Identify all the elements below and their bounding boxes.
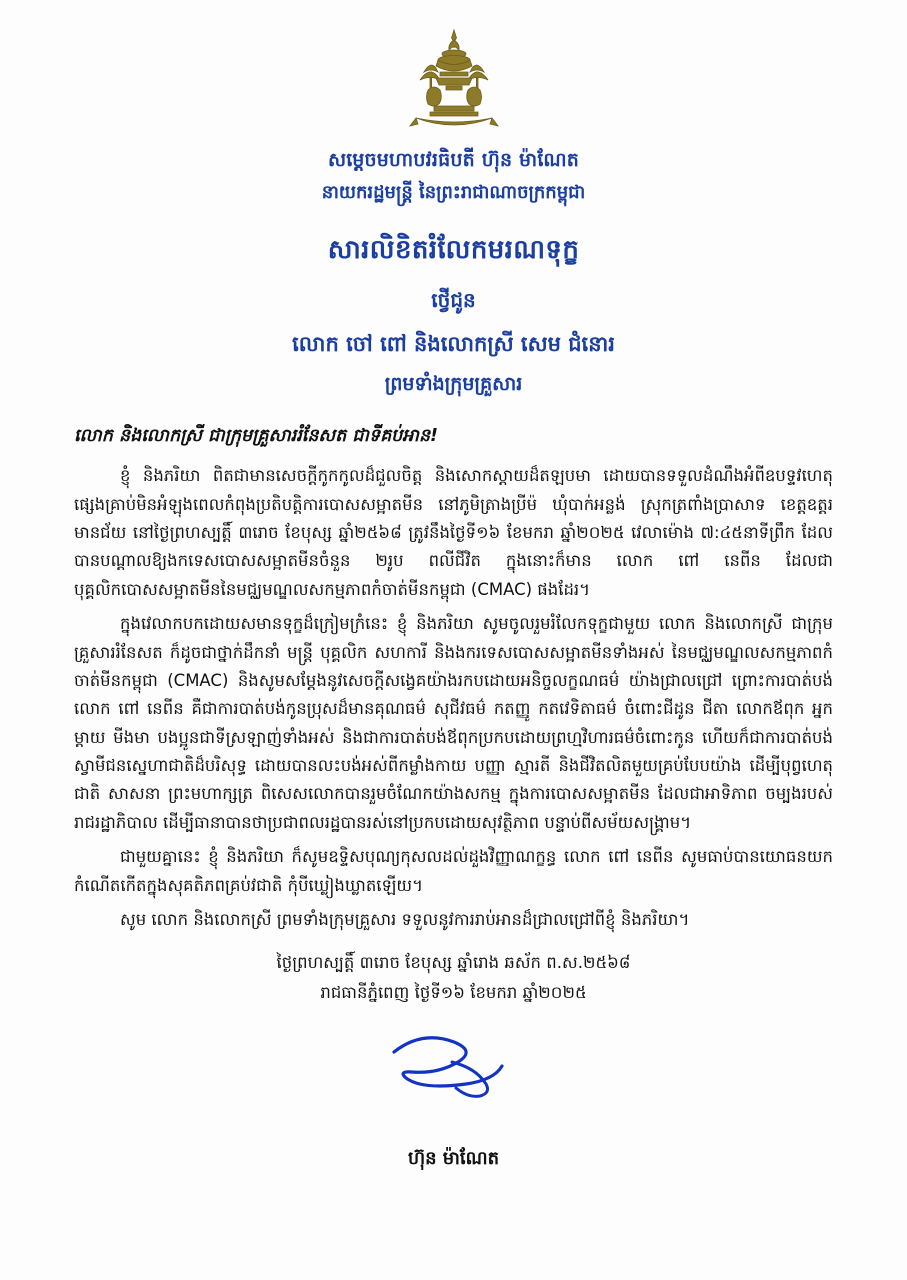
signature-area xyxy=(74,1022,833,1142)
body-paragraph-2: ក្នុងវេលាកបកដោយសមានទុក្ខដ៏ក្រៀមក្រំនេះ ខ្ញុំ និងភរិយា សូមចូលរួមរំលែកទុក្ខជាមួយ លោក និងលោកស្រី ជាក្រុមគ្រួសាររំនែសត ក៏ដូចជាថ្នាក់ដឹកនាំ មន្ត្រី បុគ្គលិក សហការី និងងករទេសបោសសម្អាតមីនទាំងអស់ នៃមជ្ឈមណ្ឌលសកម្មភាពកំចាត់មីនកម្ពុជា (CMAC) និងសូមសម្តែងនូវសេចក្តីសង្វេគយ៉ាងរកបដោយអនិច្ចលក្ខណធម៌ យ៉ាងជ្រាលជ្រៅ ព្រោះការបាត់បង់ លោក ពៅ នេពីន គឺជាការបាត់បង់កូនប្រុសដ៏មានគុណធម៌ សុជីវធម៌ កតញ្ញូ កតវេទិតាធម៌ ចំពោះជីដូន ជីតា លោកឪពុក អ្នកម្ដាយ មីងមា បងប្អូនជាទីស្រឡាញ់ទាំងអស់ និងជាការបាត់បង់ឪពុកប្រកបដោយព្រហ្មវិហារធម៌ចំពោះកូន ហើយក៏ជាការបាត់បង់ស្វាមីជនស្នេហាជាតិដ៏បរិសុទ្ធ ដោយបានលះបង់អស់ពីកម្លាំងកាយ បញ្ញា ស្មារតី និងជីវិតលិតមួយគ្រប់បែបយ៉ាង ដើម្បីបុព្វហេតុ ជាតិ សាសនា ព្រះមហាក្សត្រ ពិសេសលោកបានរួមចំណែកយ៉ាងសកម្ម ក្នុងការបោសសម្អាតមីន ដែលជាអាទិភាព ចម្បងរបស់រាជរដ្ឋាភិបាល ដើម្បីធានាបានថាប្រជាពលរដ្ឋបានរស់នៅប្រកបដោយសុវត្ថិភាព បន្ទាប់ពីសម័យសង្គ្រាម។ xyxy=(74,614,833,832)
body-paragraph-4: សូម លោក និងលោកស្រី ព្រមទាំងក្រុមគ្រួសារ ទទួលនូវការរាប់អានដ៏ជ្រាលជ្រៅពីខ្ញុំ និងភរិយា។ xyxy=(120,909,690,929)
title-recipient-family: ព្រមទាំងក្រុមគ្រួសារ xyxy=(384,373,523,396)
salutation: លោក និងលោកស្រី ជាក្រុមគ្រួសាររំនែសត ជាទីគប់អាន! xyxy=(74,426,439,447)
date-gregorian: រាជធានីភ្នំពេញ ថ្ងៃទី១៦ ខែមករា ឆ្នាំ២០២៥ xyxy=(320,983,587,1003)
date-block xyxy=(74,948,833,1007)
emblem-container xyxy=(74,28,833,138)
letterhead-line-2: នាយករដ្ឋមន្ត្រី នៃព្រះរាជាណាចក្រកម្ពុជា xyxy=(321,182,586,204)
body-paragraph-1: ខ្ញុំ និងភរិយា ពិតជាមានសេចក្តីកូកកូលដ៏ជួលចិត្ត និងសោកស្តាយដ៏តឡបមា ដោយបានទទួលដំណឹងអំពីឧបទ្ទវហេតុផ្សេងគ្រាប់មិនអំឡុងពេលកំពុងប្រតិបត្តិការបោសសម្អាតមីន នៅភូមិត្រាងប្រីម៉ ឃុំបាក់អន្លង់ ស្រុកត្រពាំងប្រាសាទ ខេត្តឧត្តរមានជ័យ នៅថ្ងៃព្រហស្បត្តិ៍ ៣រោច ខែបុស្ស ឆ្នាំ២៥៦៨ ត្រូវនឹងថ្ងៃទី១៦ ខែមករា ឆ្នាំ២០២៥ វេលាម៉ោង ៧:៤៥នាទីព្រឹក ដែលបានបណ្តាលឱ្យងកទេសបោសសម្អាតមីនចំនួន ២រូប ពលីជីវិត ក្នុងនោះក៏មាន លោក ពៅ នេពីន ដែលជាបុគ្គលិកបោសសម្អាតមីននៃមជ្ឈមណ្ឌលសកម្មភាពកំចាត់មីនកម្ពុជា (CMAC) ផងដែរ។ xyxy=(74,466,833,599)
signer-name: ហ៊ុន ម៉ាណែត xyxy=(407,1147,500,1169)
title-block xyxy=(74,233,833,400)
title-recipient-names: លោក ចៅ ពៅ និងលោកស្រី សេម ជំនោរ xyxy=(292,332,615,357)
body-paragraph-3: ជាមួយគ្នានេះ ខ្ញុំ និងភរិយា ក៏សូមឧទ្ទិសបុណ្យកុសលដល់ដួងវិញ្ញាណក្ខន្ធ លោក ពៅ នេពីន សូមធាប់បានយោធនយកកំណើតកើតក្នុងសុគតិភពគ្រប់វជាតិ កុំបីឃ្លៀងឃ្លាតឡើយ។ xyxy=(74,847,833,895)
document-title: សារលិខិតរំលែកមរណទុក្ខ xyxy=(327,235,580,266)
letterhead xyxy=(74,146,833,207)
title-dedication: ថ្វើជូន xyxy=(431,288,476,313)
royal-coat-of-arms-icon xyxy=(394,28,514,136)
letter-body xyxy=(74,462,833,934)
date-buddhist: ថ្ងៃព្រហស្បត្តិ៍ ៣រោច ខែបុស្ស ឆ្នាំរោង ឆស័ក ព.ស.២៥៦៨ xyxy=(276,953,631,973)
letterhead-line-1: សម្តេចមហាបវរធិបតី ហ៊ុន ម៉ាណែត xyxy=(327,149,580,171)
handwritten-signature-icon xyxy=(364,1022,544,1117)
